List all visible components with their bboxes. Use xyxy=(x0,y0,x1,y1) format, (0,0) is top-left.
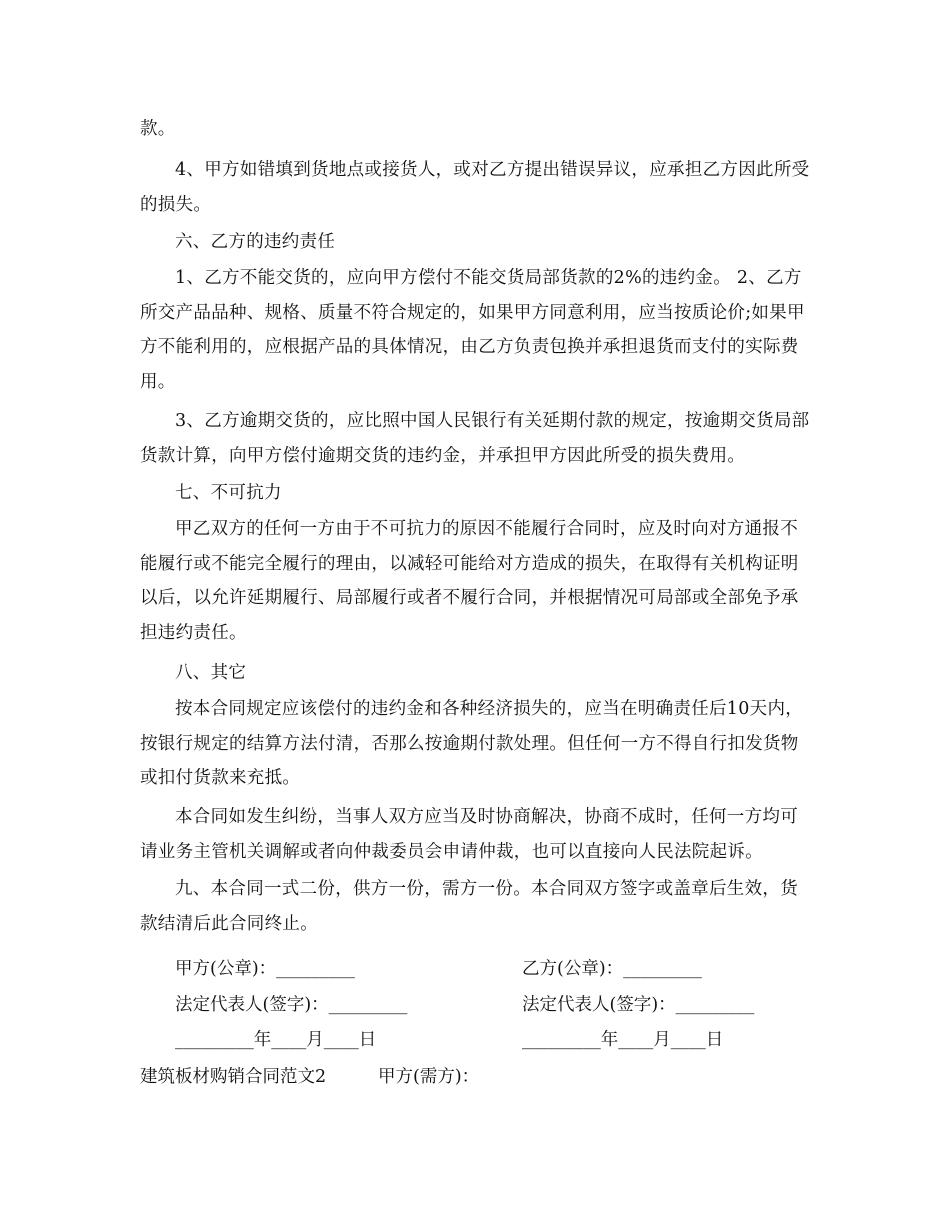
party-a-date: _________年____月____日 xyxy=(175,1030,377,1050)
party-b-seal: 乙方(公章)：_________ xyxy=(522,959,702,979)
next-contract-title: 建筑板材购销合同范文2 xyxy=(140,1067,327,1087)
clause-6-1-2: 1、乙方不能交货的，应向甲方偿付不能交货局部货款的2%的违约金。 2、乙方所交产品品种、规格、质量不符合规定的，如果甲方同意利用，应当按质论价;如果甲方不能利用的，应根据产品的具体情况，由乙方负责包换并承担退货而支付的实际费用。 xyxy=(140,268,805,392)
clause-6-3: 3、乙方逾期交货的，应比照中国人民银行有关延期付款的规定，按逾期交货局部货款计算，向甲方偿付逾期交货的违约金，并承担甲方因此所受的损失费用。 xyxy=(140,411,810,466)
section-heading-7: 七、不可抗力 xyxy=(175,483,282,503)
section-heading-8: 八、其它 xyxy=(175,663,247,683)
other-clause-2: 本合同如发生纠纷，当事人双方应当及时协商解决，协商不成时，任何一方均可请业务主管机关调解或者向仲裁委员会申请仲裁，也可以直接向人民法院起诉。 xyxy=(140,807,798,862)
next-contract-party: 甲方(需方)： xyxy=(378,1067,480,1087)
party-a-representative: 法定代表人(签字)：_________ xyxy=(175,995,408,1015)
paragraph-continuation: 款。 xyxy=(140,119,176,139)
party-b-date: _________年____月____日 xyxy=(522,1030,724,1050)
party-b-representative: 法定代表人(签字)：_________ xyxy=(522,995,755,1015)
section-heading-6: 六、乙方的违约责任 xyxy=(175,232,336,252)
other-clause-1: 按本合同规定应该偿付的违约金和各种经济损失的，应当在明确责任后10天内，按银行规定的结算方法付清，否那么按逾期付款处理。但任何一方不得自行扣发货物或扣付货款来充抵。 xyxy=(140,699,804,788)
force-majeure-text: 甲乙双方的任何一方由于不可抗力的原因不能履行合同时，应及时向对方通报不能履行或不能完全履行的理由，以减轻可能给对方造成的损失，在取得有关机构证明以后，以允许延期履行、局部履行或者不履行合同，并根据情况可局部或全部免予承担违约责任。 xyxy=(140,519,799,643)
clause-5-4: 4、甲方如错填到货地点或接货人，或对乙方提出错误异议，应承担乙方因此所受的损失。 xyxy=(140,160,810,215)
section-9: 九、本合同一式二份，供方一份，需方一份。本合同双方签字或盖章后生效，货款结清后此合同终止。 xyxy=(140,879,798,934)
party-a-seal: 甲方(公章)：_________ xyxy=(175,959,355,979)
